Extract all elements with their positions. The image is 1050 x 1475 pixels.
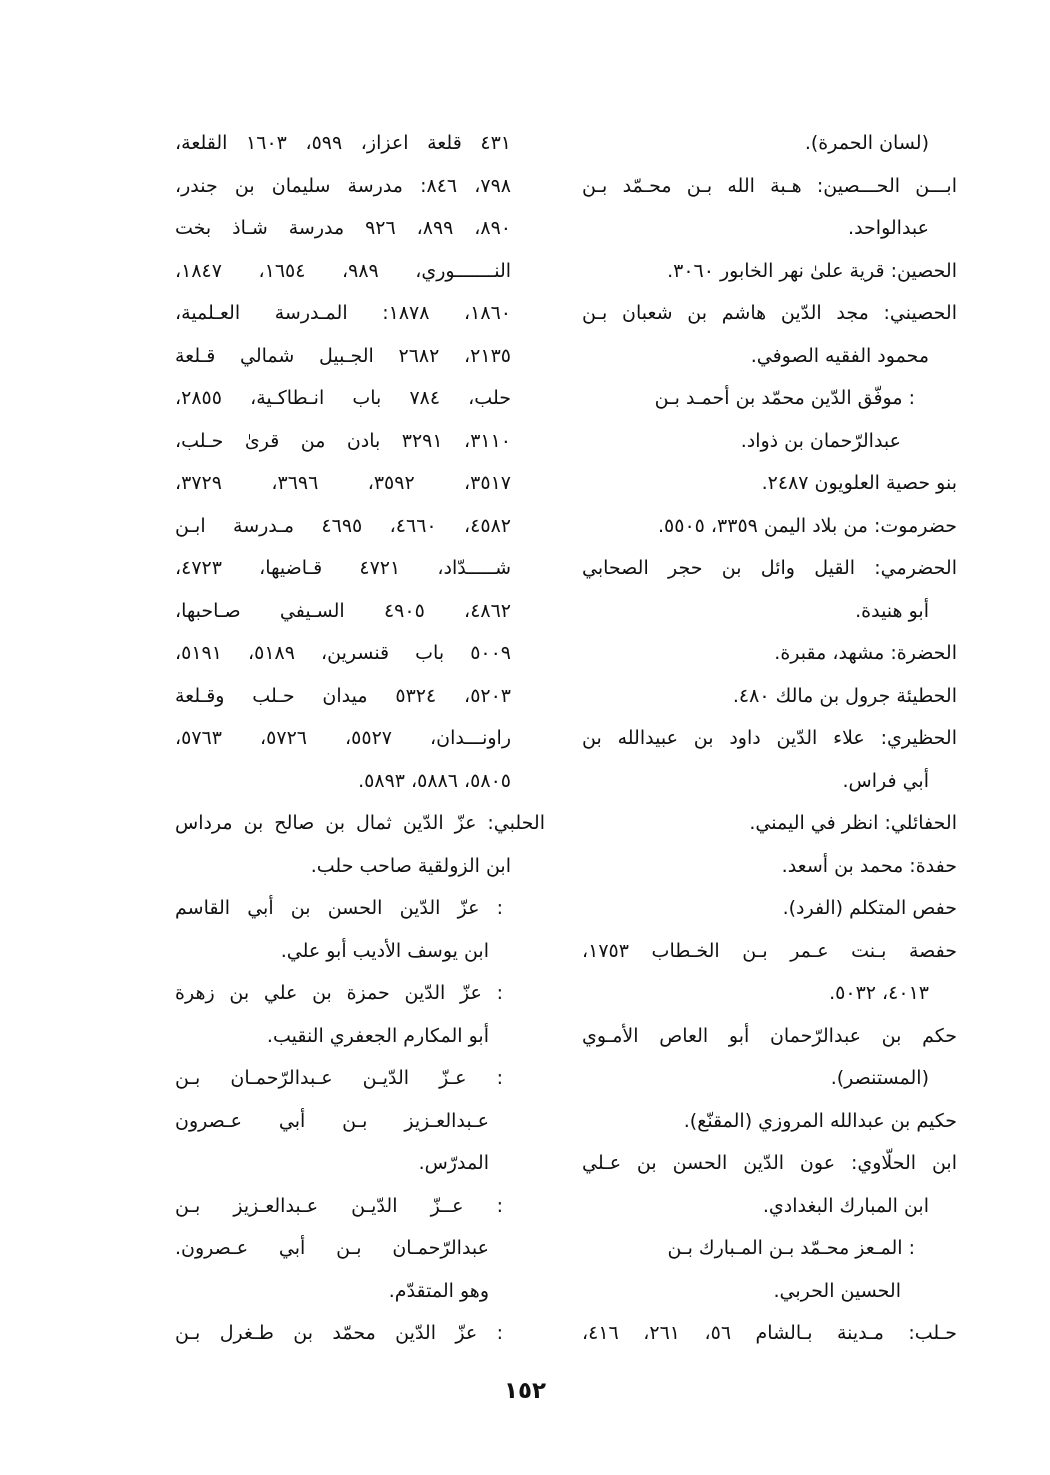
index-entry: الحفائلي: انظر في اليمني. bbox=[749, 812, 957, 834]
index-column-left bbox=[175, 122, 545, 1355]
index-line: ٤٠١٣، ٥٠٣٢. bbox=[829, 982, 929, 1004]
index-entry: الحصين: قرية علىٰ نهر الخابور ٣٠٦٠. bbox=[667, 259, 957, 282]
index-line: ٣١١٠، ٣٢٩١ بادن من قرىٰ حـلب، bbox=[175, 429, 512, 452]
index-entry: : عزّ الدّين حمزة بن علي بن زهرة bbox=[175, 982, 503, 1004]
index-entry: : موفّق الدّين محمّد بن أحمـد بـن bbox=[654, 387, 915, 409]
index-entry: حفص المتكلم (الفرد). bbox=[782, 897, 957, 919]
index-line: شـــــدّاد، ٤٧٢١ قـاضيها، ٤٧٢٣، bbox=[175, 557, 511, 579]
index-line: ٥٨٠٥، ٥٨٨٦، ٥٨٩٣. bbox=[358, 769, 511, 792]
index-line: محمود الفقيه الصوفي. bbox=[750, 344, 929, 367]
index-line: (المستنصر). bbox=[830, 1067, 929, 1089]
index-entry: ابن الحلّاوي: عون الدّين الحسن بن عـلي bbox=[582, 1152, 957, 1174]
index-entry: : عزّ الدّين محمّد بن طـغرل بـن bbox=[175, 1322, 503, 1344]
index-line: عبدالرّحمـان بـن أبي عـصرون. bbox=[175, 1237, 489, 1259]
index-line: ابن الزولقية صاحب حلب. bbox=[310, 854, 511, 877]
index-line: ٨٩٠، ٨٩٩، ٩٢٦ مدرسة شـاذ بخت bbox=[175, 217, 512, 239]
index-line: ٤٣١ قلعة اعزاز، ٥٩٩، ١٦٠٣ القلعة، bbox=[175, 132, 512, 154]
index-line: ابن المبارك البغدادي. bbox=[762, 1194, 929, 1217]
index-entry: حكيم بن عبدالله المروزي (المقنّع). bbox=[683, 1109, 957, 1132]
index-line: ابن يوسف الأديب أبو علي. bbox=[280, 939, 489, 962]
index-line: وهو المتقدّم. bbox=[388, 1279, 489, 1302]
index-line: ٤٨٦٢، ٤٩٠٥ السـيفي صـاحبها، bbox=[175, 599, 512, 622]
index-entry: : المـعز محـمّد بـن المـبارك بـن bbox=[667, 1237, 915, 1259]
index-entry: الحضرة: مشهد، مقبرة. bbox=[774, 642, 957, 664]
index-entry: الحطيئة جرول بن مالك ٤٨٠. bbox=[732, 684, 957, 707]
index-entry: حـلب: مـدينة بـالشام ٥٦، ٢٦١، ٤١٦، bbox=[582, 1322, 957, 1344]
index-line: ٣٥١٧، ٣٥٩٢، ٣٦٩٦، ٣٧٢٩، bbox=[175, 472, 511, 494]
index-entry: الحظيري: علاء الدّين داود بن عبيدالله بن bbox=[582, 727, 957, 749]
index-entry: حفدة: محمد بن أسعد. bbox=[781, 854, 957, 877]
index-entry: الحضرمي: القيل وائل بن حجر الصحابي bbox=[582, 557, 957, 579]
index-line: ٤٥٨٢، ٤٦٦٠، ٤٦٩٥ مـدرسة ابـن bbox=[175, 514, 511, 537]
index-entry: حضرموت: من بلاد اليمن ٣٣٥٩، ٥٥٠٥. bbox=[658, 514, 957, 537]
index-line: ٥٠٠٩ باب قنسرين، ٥١٨٩، ٥١٩١، bbox=[175, 642, 512, 664]
index-column-right bbox=[582, 122, 957, 1355]
index-line: راونـــدان، ٥٥٢٧، ٥٧٢٦، ٥٧٦٣، bbox=[175, 727, 512, 749]
index-entry: حكم بن عبدالرّحمان أبو العاص الأمـوي bbox=[582, 1024, 957, 1047]
index-entry: الحلبي: عزّ الدّين ثمال بن صالح بن مرداس bbox=[175, 812, 545, 834]
index-entry: : عزّ الدّين الحسن بن أبي القاسم bbox=[175, 897, 503, 919]
index-entry: حفصة بـنت عـمر بـن الخـطاب ١٧٥٣، bbox=[582, 939, 957, 962]
index-entry: : عـزّ الدّيـن عـبدالرّحمـان بـن bbox=[175, 1067, 503, 1089]
index-line: عـبدالعـزيز بـن أبي عـصرون bbox=[175, 1109, 489, 1132]
page-number: ١٥٢ bbox=[503, 1378, 547, 1404]
index-line: (لسان الحمرة). bbox=[804, 132, 929, 154]
index-line: عبدالواحد. bbox=[848, 217, 929, 239]
index-line: ٢١٣٥، ٢٦٨٢ الجـبيل شمالي قـلعة bbox=[175, 344, 511, 367]
index-entry: : عــزّ الدّيـن عـبدالعـزيز بـن bbox=[175, 1194, 503, 1217]
index-line: المدرّس. bbox=[418, 1152, 489, 1174]
index-line: النـــــــوري، ٩٨٩، ١٦٥٤، ١٨٤٧، bbox=[175, 259, 512, 282]
index-line: حلب، ٧٨٤ باب انـطاكـية، ٢٨٥٥، bbox=[175, 387, 511, 409]
index-line: ٧٩٨، ٨٤٦: مدرسة سليمان بن جندر، bbox=[175, 174, 511, 197]
index-entry: بنو حصية العلويون ٢٤٨٧. bbox=[761, 472, 957, 494]
index-line: عبدالرّحمان بن ذواد. bbox=[740, 429, 901, 452]
index-entry: الحصيني: مجد الدّين هاشم بن شعبان بـن bbox=[582, 302, 957, 324]
index-line: أبو المكارم الجعفري النقيب. bbox=[266, 1024, 489, 1047]
index-line: ٥٢٠٣، ٥٣٢٤ ميدان حـلب وقـلعة bbox=[175, 684, 512, 707]
index-line: ١٨٦٠، ١٨٧٨: المـدرسة العـلمية، bbox=[175, 302, 511, 324]
index-line: أبي فراس. bbox=[842, 769, 929, 792]
index-line: أبو هنيدة. bbox=[855, 599, 929, 622]
index-entry: ابـــن الحـــصين: هـبة الله بـن محـمّد بـن bbox=[582, 174, 957, 197]
index-line: الحسين الحربي. bbox=[773, 1279, 901, 1302]
